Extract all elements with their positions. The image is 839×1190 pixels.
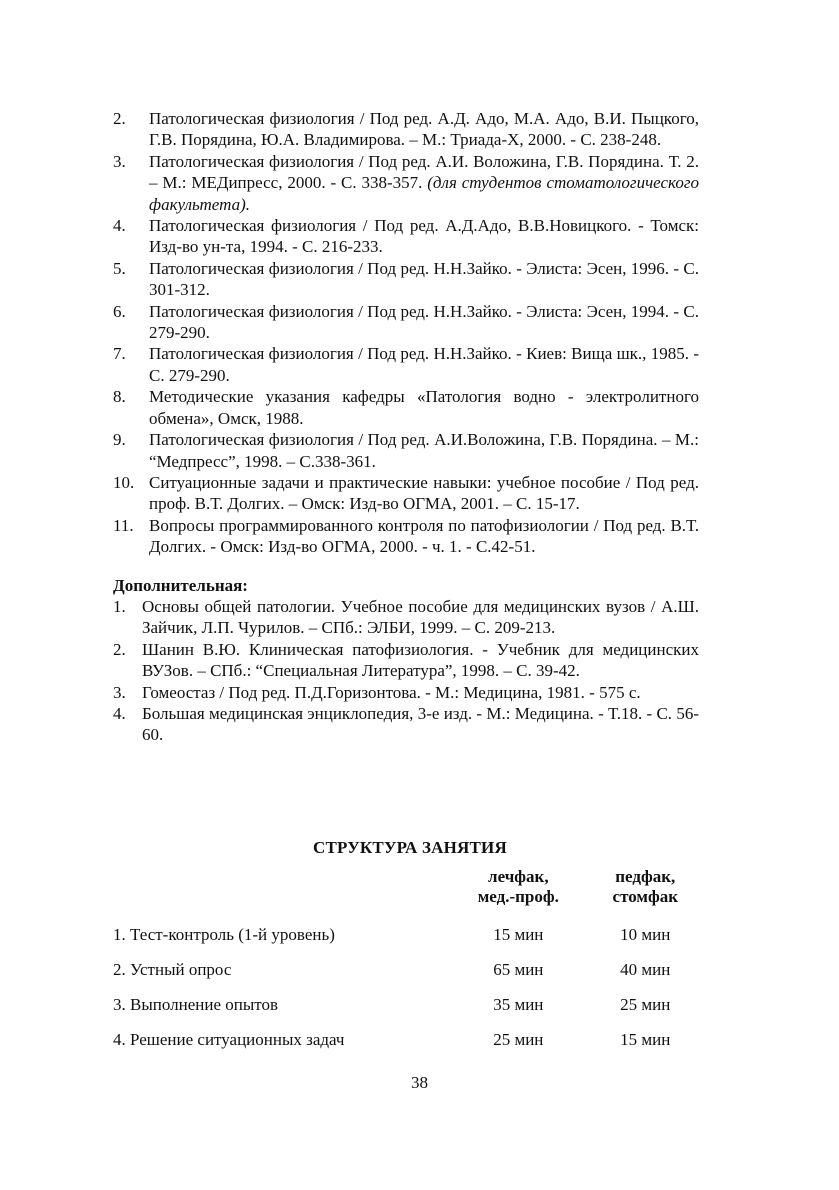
reference-number: 3. <box>113 151 126 171</box>
additional-text: Основы общей патологии. Учебное пособие для медицинских вузов / А.Ш. Зайчик, Л.П. Чурилов. – СПб.: ЭЛБИ, 1999. – С. 209-213. <box>142 596 699 638</box>
reference-text: Патологическая физиология / Под ред. Н.Н.Зайко. - Элиста: Эсен, 1996. - С. 301-312. <box>149 258 699 300</box>
reference-text: Патологическая физиология / Под ред. Н.Н.Зайко. - Элиста: Эсен, 1994. - С. 279-290. <box>149 301 699 343</box>
reference-item <box>113 472 699 515</box>
structure-row-label: 4. Решение ситуационных задач <box>113 1030 345 1049</box>
page-number: 38 <box>411 1073 428 1092</box>
reference-text: Патологическая физиология / Под ред. А.И.Воложина, Г.В. Порядина. – М.: “Медпресс”, 1998. – С.338-361. <box>149 430 699 471</box>
reference-text: Патологическая физиология / Под ред. Н.Н.Зайко. - Киев: Вища шк., 1985. - С. 279-290. <box>149 344 699 385</box>
reference-item <box>113 258 699 301</box>
main-references-list <box>113 108 699 558</box>
reference-number: 11. <box>113 515 134 535</box>
reference-item <box>113 343 699 386</box>
additional-heading: Дополнительная: <box>113 575 248 595</box>
reference-number: 5. <box>113 258 126 278</box>
reference-item <box>113 386 699 429</box>
additional-text: Шанин В.Ю. Клиническая патофизиология. - Учебник для медицинских ВУЗов. – СПб.: “Специальная Литература”, 1998. – С. 39-42. <box>142 639 699 681</box>
additional-item <box>113 682 699 703</box>
reference-text: Ситуационные задачи и практические навыки: учебное пособие / Под ред. проф. В.Т. Долгих. – Омск: Изд-во ОГМА, 2001. – С. 15-17. <box>149 472 699 514</box>
reference-number: 8. <box>113 387 126 407</box>
reference-item <box>113 215 699 258</box>
structure-row <box>113 925 699 960</box>
additional-number: 4. <box>113 703 126 723</box>
reference-item <box>113 301 699 344</box>
structure-row-b: 40 мин <box>620 960 671 979</box>
structure-row-b: 15 мин <box>620 1030 671 1049</box>
structure-row-b: 25 мин <box>620 995 671 1014</box>
reference-number: 9. <box>113 430 126 450</box>
additional-number: 2. <box>113 639 126 659</box>
col-a-header: лечфак, мед.-проф. <box>477 867 559 906</box>
structure-row-label: 3. Выполнение опытов <box>113 995 279 1014</box>
lesson-structure-table <box>113 838 699 1065</box>
structure-row <box>113 1030 699 1065</box>
additional-text: Гомеостаз / Под ред. П.Д.Горизонтова. - М.: Медицина, 1981. - 575 с. <box>142 682 641 702</box>
additional-item <box>113 639 699 682</box>
reference-text: Патологическая физиология / Под ред. А.Д. Адо, М.А. Адо, В.И. Пыцкого, Г.В. Порядина, Ю.А. Владимирова. – М.: Триада-Х, 2000. - С. 238-248. <box>149 109 699 150</box>
structure-row-label: 1. Тест-контроль (1-й уровень) <box>113 925 335 944</box>
structure-row <box>113 960 699 995</box>
col-b-header: педфак, стомфак <box>612 867 679 906</box>
reference-item <box>113 429 699 472</box>
reference-text: Патологическая физиология / Под ред. А.Д.Адо, В.В.Новицкого. - Томск: Изд-во ун-та, 1994. - С. 216-233. <box>149 216 699 257</box>
structure-row-label: 2. Устный опрос <box>113 960 232 979</box>
reference-number: 10. <box>113 472 135 492</box>
additional-number: 3. <box>113 682 126 702</box>
reference-text: Методические указания кафедры «Патология водно - электролитного обмена», Омск, 1988. <box>149 387 699 428</box>
structure-row-b: 10 мин <box>620 925 671 944</box>
structure-row-a: 65 мин <box>493 960 544 979</box>
additional-number: 1. <box>113 596 126 616</box>
reference-number: 4. <box>113 216 126 236</box>
structure-header-row <box>113 867 699 907</box>
reference-item <box>113 515 699 558</box>
reference-text: Вопросы программированного контроля по патофизиологии / Под ред. В.Т. Долгих. - Омск: Изд-во ОГМА, 2000. - ч. 1. - С.42-51. <box>149 515 699 557</box>
references-section <box>113 108 699 746</box>
reference-note: (для студентов стоматологического факультета). <box>149 173 699 214</box>
structure-row <box>113 995 699 1030</box>
additional-item <box>113 703 699 746</box>
reference-item <box>113 108 699 151</box>
structure-title: СТРУКТУРА ЗАНЯТИЯ <box>313 838 507 857</box>
reference-number: 2. <box>113 109 126 128</box>
reference-item <box>113 151 699 215</box>
reference-number: 7. <box>113 344 126 364</box>
structure-row-a: 35 мин <box>493 995 544 1014</box>
reference-text: Патологическая физиология / Под ред. А.И. Воложина, Г.В. Порядина. Т. 2. – М.: МЕДипресс, 2000. - С. 338-357. <box>149 151 699 193</box>
reference-number: 6. <box>113 301 126 321</box>
additional-text: Большая медицинская энциклопедия, 3-е изд. - М.: Медицина. - Т.18. - С. 56-60. <box>142 703 699 745</box>
additional-item <box>113 596 699 639</box>
structure-row-a: 25 мин <box>493 1030 544 1049</box>
additional-references-list <box>113 596 699 746</box>
structure-row-a: 15 мин <box>493 925 544 944</box>
